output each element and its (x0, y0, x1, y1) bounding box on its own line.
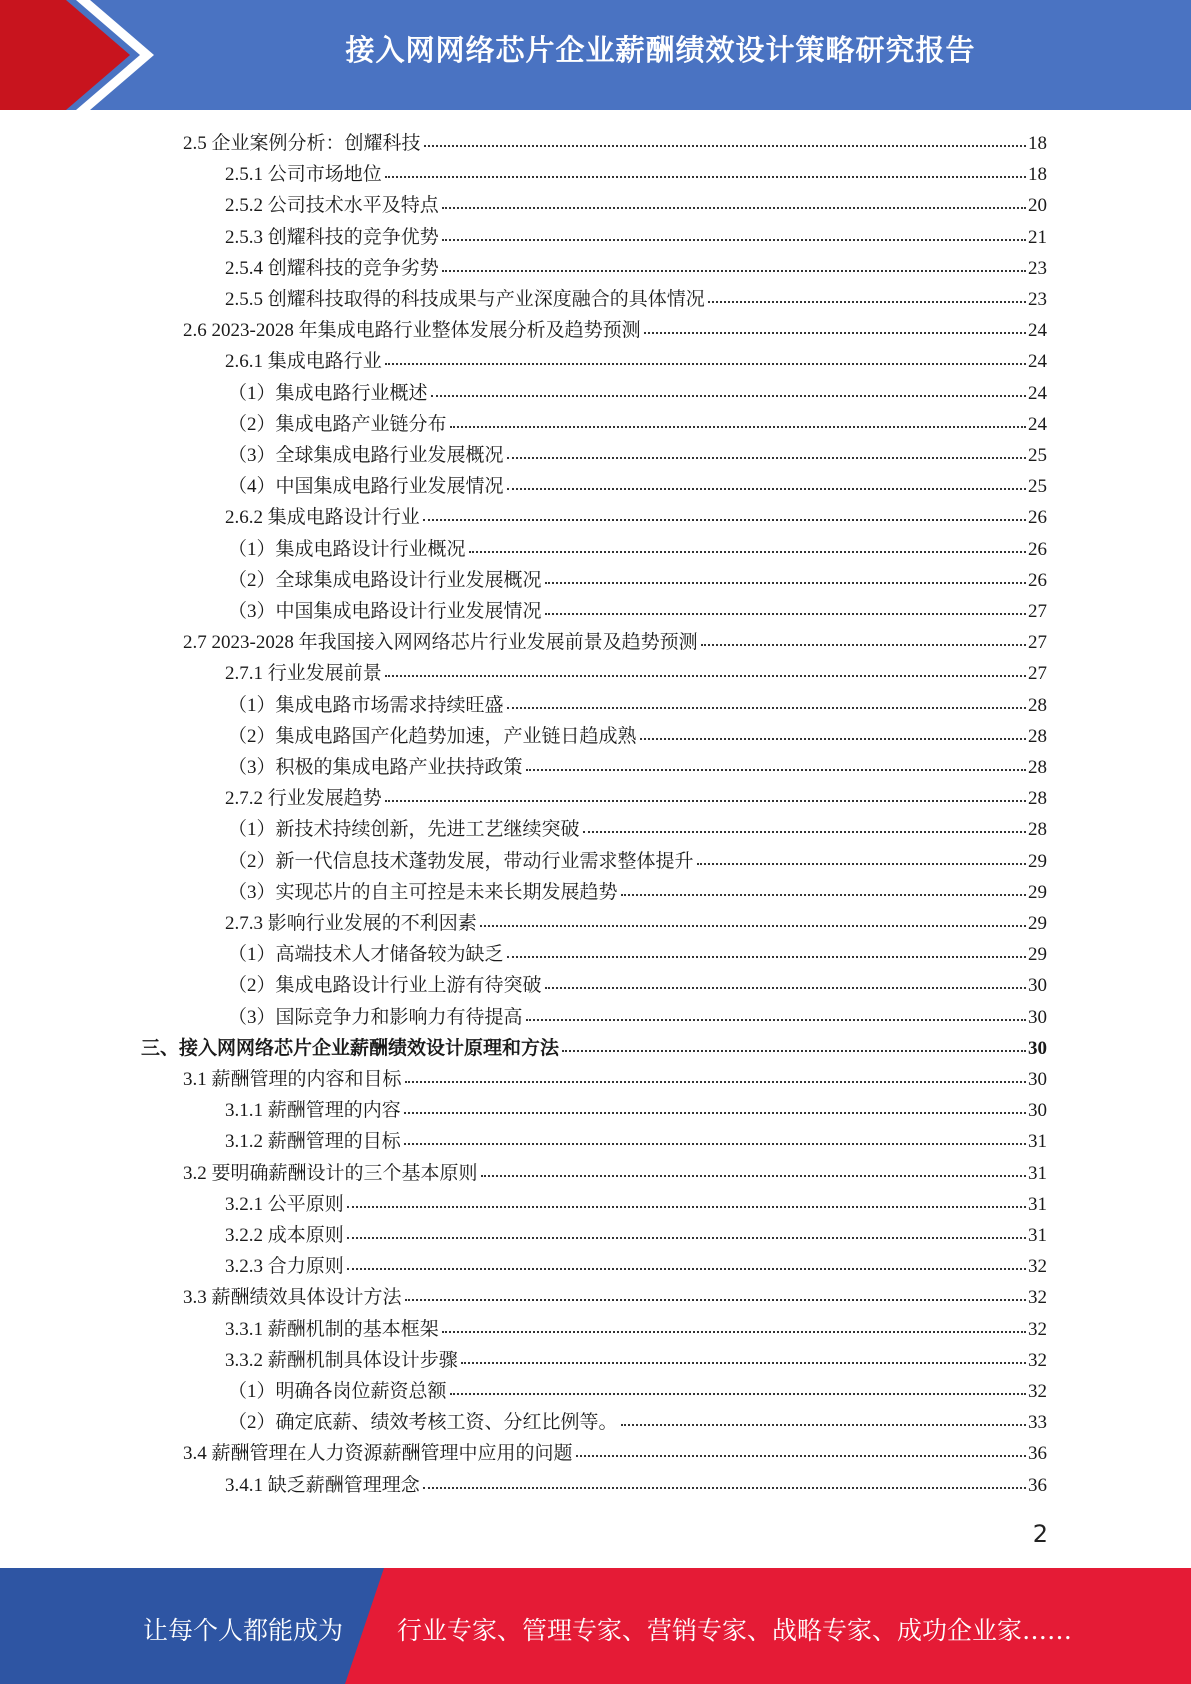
toc-entry[interactable] (225, 159, 1047, 190)
toc-entry-page: 29 (1028, 944, 1047, 965)
toc-entry[interactable] (225, 1251, 1047, 1282)
toc-entry[interactable] (225, 284, 1047, 315)
toc-entry[interactable] (228, 409, 1047, 440)
toc-entry-title: 2.5.3 创耀科技的竞争优势 (225, 227, 439, 248)
toc-entry-title: 3.3.1 薪酬机制的基本框架 (225, 1319, 439, 1340)
toc-entry[interactable] (225, 1189, 1047, 1220)
toc-entry[interactable] (225, 1345, 1047, 1376)
toc-entry[interactable] (228, 596, 1047, 627)
toc-entry-title: （1）集成电路设计行业概况 (228, 539, 466, 560)
toc-entry[interactable] (225, 346, 1047, 377)
toc-entry-title: 3.2.2 成本原则 (225, 1225, 344, 1246)
toc-entry-page: 21 (1028, 227, 1047, 248)
report-title: 接入网网络芯片企业薪酬绩效设计策略研究报告 (345, 33, 976, 67)
toc-entry[interactable] (183, 1282, 1047, 1313)
toc-dot-leader (469, 550, 1026, 553)
toc-entry[interactable] (228, 440, 1047, 471)
toc-dot-leader (442, 269, 1026, 272)
toc-entry-page: 24 (1028, 320, 1047, 341)
toc-entry[interactable] (228, 1002, 1047, 1033)
toc-dot-leader (423, 518, 1026, 521)
toc-entry-title: 3.3.2 薪酬机制具体设计步骤 (225, 1350, 458, 1371)
toc-entry-title: 2.5 企业案例分析：创耀科技 (183, 133, 421, 154)
toc-entry[interactable] (228, 939, 1047, 970)
toc-entry-page: 31 (1028, 1194, 1047, 1215)
toc-entry-page: 25 (1028, 476, 1047, 497)
toc-dot-leader (562, 1049, 1026, 1052)
toc-entry[interactable] (183, 1438, 1047, 1469)
toc-entry-title: （1）集成电路行业概述 (228, 383, 428, 404)
toc-entry[interactable] (183, 1158, 1047, 1189)
toc-entry[interactable] (225, 190, 1047, 221)
toc-entry[interactable] (228, 565, 1047, 596)
toc-entry[interactable] (228, 1407, 1047, 1438)
toc-entry-page: 28 (1028, 726, 1047, 747)
toc-entry-title: （2）集成电路产业链分布 (228, 414, 447, 435)
toc-entry-page: 32 (1028, 1256, 1047, 1277)
toc-entry-page: 31 (1028, 1225, 1047, 1246)
toc-entry-page: 31 (1028, 1163, 1047, 1184)
toc-dot-leader (621, 1423, 1026, 1426)
toc-entry-page: 29 (1028, 851, 1047, 872)
toc-entry-page: 23 (1028, 289, 1047, 310)
toc-entry-title: （2）集成电路国产化趋势加速，产业链日趋成熟 (228, 726, 637, 747)
toc-entry-page: 25 (1028, 445, 1047, 466)
toc-entry[interactable] (228, 534, 1047, 565)
toc-entry-page: 27 (1028, 632, 1047, 653)
toc-entry-page: 28 (1028, 788, 1047, 809)
toc-dot-leader (583, 830, 1026, 833)
page-header (0, 0, 1191, 110)
toc-dot-leader (385, 674, 1026, 677)
toc-dot-leader (404, 1142, 1026, 1145)
toc-entry-title: 2.6.2 集成电路设计行业 (225, 507, 420, 528)
toc-entry-title: （3）实现芯片的自主可控是未来长期发展趋势 (228, 882, 618, 903)
toc-entry-page: 30 (1028, 1100, 1047, 1121)
toc-dot-leader (385, 799, 1026, 802)
toc-entry-title: 2.7.1 行业发展前景 (225, 663, 382, 684)
toc-entry-title: 2.6 2023-2028 年集成电路行业整体发展分析及趋势预测 (183, 320, 641, 341)
toc-dot-leader (385, 175, 1026, 178)
toc-entry-page: 18 (1028, 164, 1047, 185)
toc-entry[interactable] (225, 222, 1047, 253)
toc-entry-title: （4）中国集成电路行业发展情况 (228, 476, 504, 497)
toc-entry[interactable] (225, 253, 1047, 284)
toc-entry-title: （3）中国集成电路设计行业发展情况 (228, 601, 542, 622)
toc-entry-page: 26 (1028, 539, 1047, 560)
toc-entry-page: 32 (1028, 1381, 1047, 1402)
toc-entry-title: 3.3 薪酬绩效具体设计方法 (183, 1287, 402, 1308)
toc-entry-title: 3.4 薪酬管理在人力资源薪酬管理中应用的问题 (183, 1443, 573, 1464)
toc-entry[interactable] (228, 814, 1047, 845)
toc-entry-page: 33 (1028, 1412, 1047, 1433)
toc-dot-leader (507, 955, 1026, 958)
toc-entry-page: 23 (1028, 258, 1047, 279)
toc-entry-page: 27 (1028, 663, 1047, 684)
toc-entry-page: 30 (1028, 1038, 1047, 1059)
toc-entry[interactable] (141, 1033, 1047, 1064)
toc-dot-leader (480, 924, 1026, 927)
toc-entry-page: 27 (1028, 601, 1047, 622)
toc-entry-title: （2）集成电路设计行业上游有待突破 (228, 975, 542, 996)
toc-entry-page: 36 (1028, 1443, 1047, 1464)
toc-entry[interactable] (228, 1376, 1047, 1407)
footer-slogan-left: 让每个人都能成为 (143, 1616, 344, 1645)
red-chevron-decoration (0, 0, 160, 110)
toc-entry-title: （2）新一代信息技术蓬勃发展，带动行业需求整体提升 (228, 851, 694, 872)
toc-dot-leader (405, 1080, 1026, 1083)
toc-entry-title: （3）国际竞争力和影响力有待提高 (228, 1007, 523, 1028)
toc-dot-leader (621, 893, 1026, 896)
toc-dot-leader (442, 1330, 1026, 1333)
toc-entry[interactable] (228, 471, 1047, 502)
toc-dot-leader (385, 362, 1026, 365)
toc-entry[interactable] (225, 658, 1047, 689)
toc-dot-leader (405, 1298, 1026, 1301)
toc-entry-page: 30 (1028, 1007, 1047, 1028)
toc-entry-page: 20 (1028, 195, 1047, 216)
toc-entry-page: 29 (1028, 913, 1047, 934)
toc-entry-title: （2）全球集成电路设计行业发展概况 (228, 570, 542, 591)
toc-dot-leader (526, 1018, 1026, 1021)
toc-entry-page: 18 (1028, 133, 1047, 154)
toc-entry-title: 2.6.1 集成电路行业 (225, 351, 382, 372)
toc-entry-page: 36 (1028, 1475, 1047, 1496)
page-footer (0, 1568, 1191, 1684)
toc-entry[interactable] (225, 1314, 1047, 1345)
toc-entry[interactable] (228, 690, 1047, 721)
toc-entry-title: 2.7 2023-2028 年我国接入网网络芯片行业发展前景及趋势预测 (183, 632, 698, 653)
toc-entry-page: 24 (1028, 414, 1047, 435)
toc-entry-page: 30 (1028, 1069, 1047, 1090)
toc-entry-page: 32 (1028, 1350, 1047, 1371)
toc-entry-title: 2.5.5 创耀科技取得的科技成果与产业深度融合的具体情况 (225, 289, 705, 310)
toc-entry-title: 3.1.2 薪酬管理的目标 (225, 1131, 401, 1152)
toc-entry-title: 3.2 要明确薪酬设计的三个基本原则 (183, 1163, 478, 1184)
toc-dot-leader (347, 1267, 1026, 1270)
toc-entry[interactable] (225, 783, 1047, 814)
toc-dot-leader (442, 238, 1026, 241)
toc-entry-page: 28 (1028, 695, 1047, 716)
toc-entry[interactable] (228, 970, 1047, 1001)
toc-entry-title: （1）高端技术人才储备较为缺乏 (228, 944, 504, 965)
toc-dot-leader (701, 643, 1026, 646)
toc-entry[interactable] (225, 908, 1047, 939)
toc-entry-page: 26 (1028, 570, 1047, 591)
toc-dot-leader (526, 768, 1026, 771)
toc-dot-leader (450, 425, 1026, 428)
toc-entry-title: 3.4.1 缺乏薪酬管理理念 (225, 1475, 420, 1496)
toc-entry-title: （1）新技术持续创新，先进工艺继续突破 (228, 819, 580, 840)
toc-entry-title: 2.5.1 公司市场地位 (225, 164, 382, 185)
toc-dot-leader (423, 1486, 1026, 1489)
toc-entry[interactable] (183, 627, 1047, 658)
toc-dot-leader (576, 1454, 1026, 1457)
toc-dot-leader (347, 1236, 1026, 1239)
toc-entry-title: （1）明确各岗位薪资总额 (228, 1381, 447, 1402)
toc-dot-leader (461, 1361, 1026, 1364)
toc-dot-leader (545, 986, 1026, 989)
toc-dot-leader (640, 737, 1026, 740)
toc-entry[interactable] (228, 378, 1047, 409)
toc-entry-page: 28 (1028, 757, 1047, 778)
toc-entry-title: 三、接入网网络芯片企业薪酬绩效设计原理和方法 (141, 1038, 560, 1059)
toc-entry-page: 32 (1028, 1319, 1047, 1340)
toc-dot-leader (347, 1205, 1026, 1208)
toc-dot-leader (404, 1111, 1026, 1114)
toc-dot-leader (545, 581, 1026, 584)
toc-entry-page: 28 (1028, 819, 1047, 840)
toc-entry-title: 3.1.1 薪酬管理的内容 (225, 1100, 401, 1121)
page-number: 2 (1032, 1520, 1048, 1548)
toc-dot-leader (450, 1392, 1026, 1395)
toc-dot-leader (442, 206, 1026, 209)
footer-slogan-right: 行业专家、管理专家、营销专家、战略专家、成功企业家…… (397, 1616, 1073, 1645)
toc-entry[interactable] (228, 752, 1047, 783)
toc-dot-leader (507, 706, 1026, 709)
toc-entry[interactable] (228, 877, 1047, 908)
toc-entry-page: 24 (1028, 351, 1047, 372)
toc-entry-page: 31 (1028, 1131, 1047, 1152)
toc-entry[interactable] (228, 721, 1047, 752)
toc-dot-leader (507, 487, 1026, 490)
toc-dot-leader (431, 394, 1026, 397)
toc-entry[interactable] (225, 1220, 1047, 1251)
toc-entry[interactable] (183, 315, 1047, 346)
toc-entry[interactable] (228, 846, 1047, 877)
toc-entry-title: 2.7.2 行业发展趋势 (225, 788, 382, 809)
toc-entry-title: （2）确定底薪、绩效考核工资、分红比例等。 (228, 1412, 618, 1433)
toc-entry[interactable] (225, 502, 1047, 533)
toc-dot-leader (708, 300, 1026, 303)
toc-entry-page: 32 (1028, 1287, 1047, 1308)
toc-entry-title: 2.5.2 公司技术水平及特点 (225, 195, 439, 216)
toc-entry[interactable] (225, 1095, 1047, 1126)
toc-entry[interactable] (225, 1470, 1047, 1501)
toc-dot-leader (507, 456, 1026, 459)
toc-entry[interactable] (225, 1126, 1047, 1157)
toc-entry-page: 26 (1028, 507, 1047, 528)
toc-dot-leader (481, 1174, 1026, 1177)
toc-entry-title: 3.1 薪酬管理的内容和目标 (183, 1069, 402, 1090)
toc-entry-title: （3）积极的集成电路产业扶持政策 (228, 757, 523, 778)
toc-entry[interactable] (183, 1064, 1047, 1095)
toc-entry-title: 2.5.4 创耀科技的竞争劣势 (225, 258, 439, 279)
toc-entry-title: （1）集成电路市场需求持续旺盛 (228, 695, 504, 716)
toc-entry-page: 30 (1028, 975, 1047, 996)
toc-entry-title: 3.2.3 合力原则 (225, 1256, 344, 1277)
toc-entry[interactable] (183, 128, 1047, 159)
toc-entry-title: 2.7.3 影响行业发展的不利因素 (225, 913, 477, 934)
toc-entry-page: 24 (1028, 383, 1047, 404)
toc-entry-page: 29 (1028, 882, 1047, 903)
toc-entry-title: 3.2.1 公平原则 (225, 1194, 344, 1215)
toc-dot-leader (644, 331, 1026, 334)
toc-dot-leader (424, 144, 1026, 147)
toc-dot-leader (697, 862, 1026, 865)
toc-entry-title: （3）全球集成电路行业发展概况 (228, 445, 504, 466)
toc-dot-leader (545, 612, 1026, 615)
